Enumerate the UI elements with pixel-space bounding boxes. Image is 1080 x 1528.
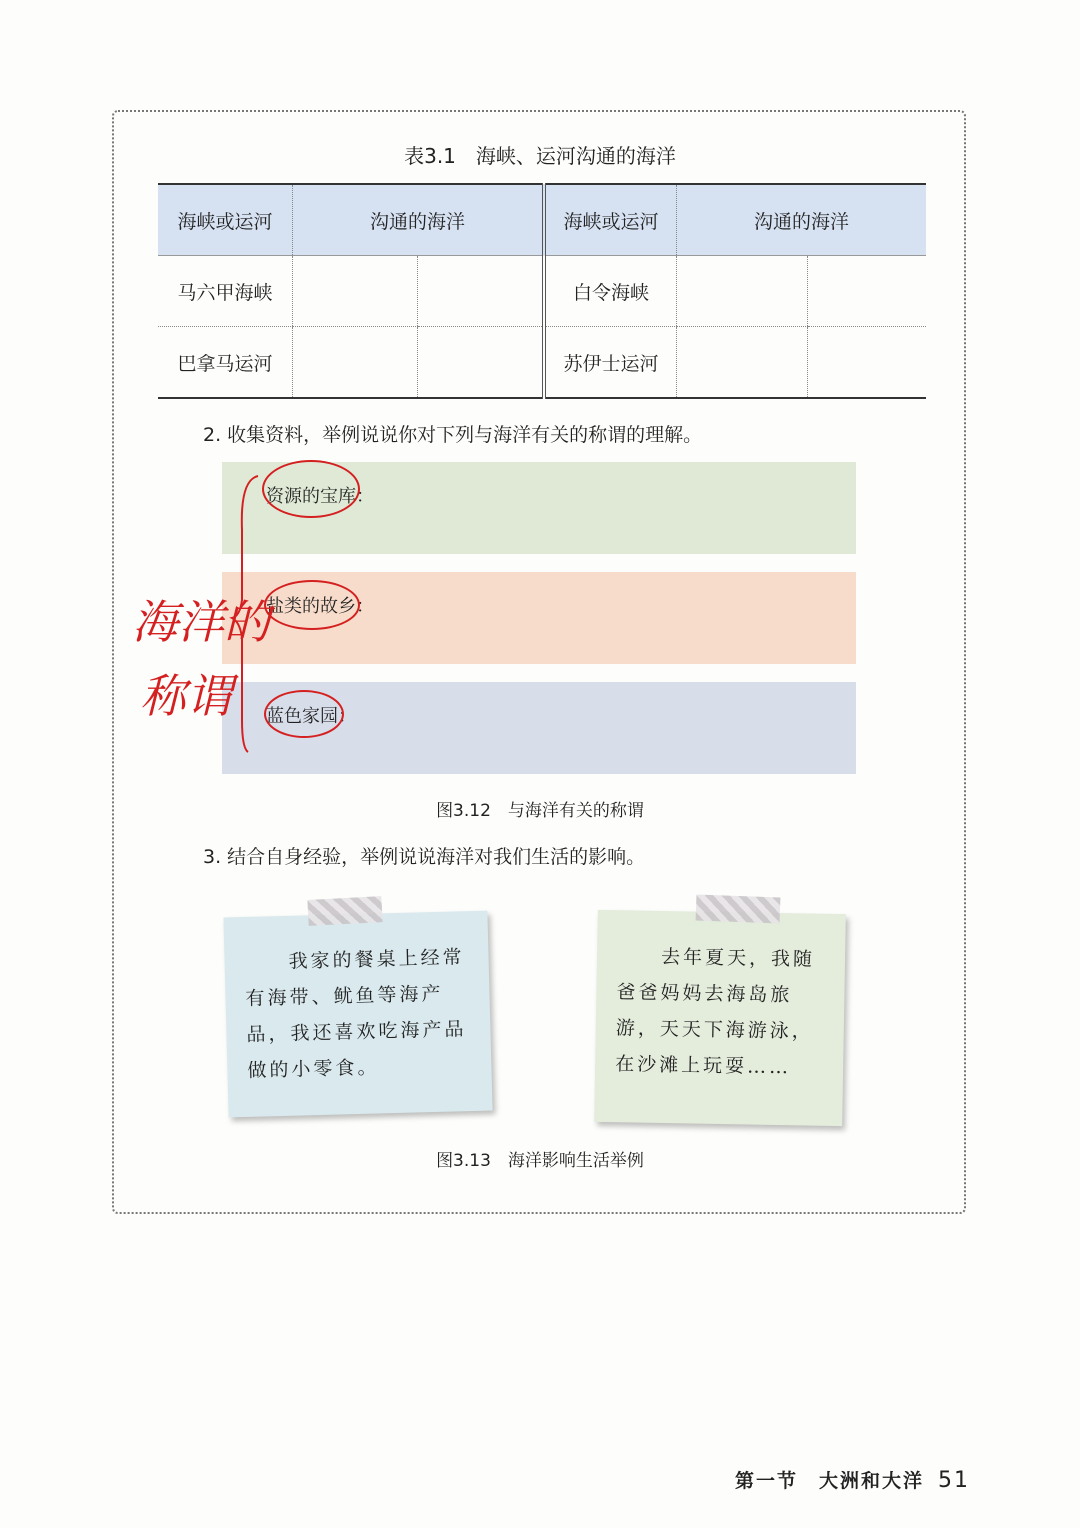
- tape-strip: [307, 896, 382, 926]
- table-row: [158, 327, 926, 399]
- band-label: 盐类的故乡：: [266, 596, 374, 617]
- handwriting-line1: 海洋的: [132, 595, 270, 649]
- question-2: 2. 收集资料，举例说说你对下列与海洋有关的称谓的理解。: [203, 424, 703, 446]
- band-label: 蓝色家园：: [266, 706, 356, 727]
- blank-cell[interactable]: [418, 256, 545, 327]
- canal-name: 苏伊士运河: [544, 327, 677, 399]
- blank-cell[interactable]: [677, 327, 808, 399]
- blank-cell[interactable]: [808, 327, 927, 399]
- strait-canal-table: [158, 183, 926, 399]
- sticky-note-island-trip: [594, 910, 846, 1126]
- annotation-circle: [262, 460, 360, 518]
- strait-name: 白令海峡: [544, 256, 677, 327]
- annotation-circle: [264, 690, 344, 738]
- sticky-note-seafood: [223, 911, 492, 1118]
- header-strait-1: 海峡或运河: [158, 184, 293, 256]
- figure-3-13-caption: 图3.13 海洋影响生活举例: [436, 1151, 644, 1171]
- note-text: 我家的餐桌上经常有海带、鱿鱼等海产品，我还喜欢吃海产品做的小零食。: [244, 946, 467, 1082]
- table-row: [158, 256, 926, 327]
- tape-strip: [696, 895, 781, 924]
- header-ocean-2: 沟通的海洋: [677, 184, 927, 256]
- question-3: 3. 结合自身经验，举例说说海洋对我们生活的影响。: [203, 846, 646, 868]
- page-footer: [735, 1466, 970, 1493]
- annotation-circle: [264, 580, 360, 630]
- canal-name: 巴拿马运河: [158, 327, 293, 399]
- blank-cell[interactable]: [677, 256, 808, 327]
- strait-name: 马六甲海峡: [158, 256, 293, 327]
- band-label: 资源的宝库：: [266, 486, 374, 507]
- page-number: 51: [938, 1468, 970, 1493]
- figure-3-12-caption: 图3.12 与海洋有关的称谓: [436, 801, 644, 821]
- header-ocean-1: 沟通的海洋: [293, 184, 545, 256]
- handwriting-line2: 称谓: [140, 669, 232, 723]
- blank-cell[interactable]: [808, 256, 927, 327]
- blank-cell[interactable]: [418, 327, 545, 399]
- blank-cell[interactable]: [293, 256, 418, 327]
- header-strait-2: 海峡或运河: [544, 184, 677, 256]
- table-header-row: [158, 184, 926, 256]
- blank-cell[interactable]: [293, 327, 418, 399]
- table-caption: 表3.1 海峡、运河沟通的海洋: [404, 144, 676, 168]
- note-text: 去年夏天，我随爸爸妈妈去海岛旅游，天天下海游泳，在沙滩上玩耍……: [614, 945, 816, 1079]
- footer-section: 第一节 大洲和大洋: [734, 1470, 924, 1492]
